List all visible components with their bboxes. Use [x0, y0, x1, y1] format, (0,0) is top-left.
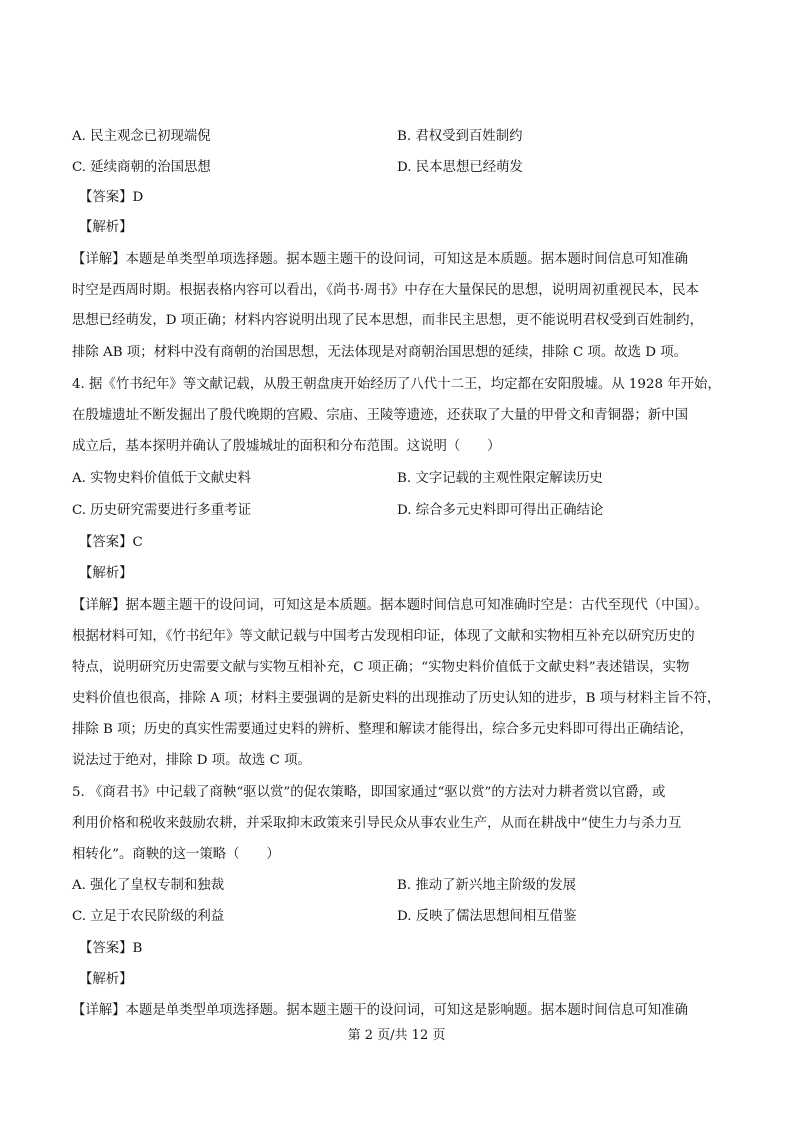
q3-detail-line: 思想已经萌发，D 项正确；材料内容说明出现了民本思想，而非民主思想，更不能说明君权受到百姓制约， [72, 313, 703, 328]
q5-option-a: A. 强化了皇权专制和独裁 [72, 878, 225, 893]
q4-detail-line: 【详解】据本题主题干的设问词，可知这是本质题。据本题时间信息可知准确时空是：古代至现代（中国）。 [72, 598, 709, 613]
q4-detail-line: 根据材料可知，《竹书纪年》等文献记载与中国考古发现相印证，体现了文献和实物相互补充以研究历史的 [72, 629, 695, 644]
q5-stem-line: 相转化”。商鞅的这一策略（ ） [72, 847, 280, 862]
q3-option-b: B. 君权受到百姓制约 [397, 129, 523, 144]
q5-stem-line: 5. 《商君书》中记载了商鞅“驱以赏”的促农策略，即国家通过“驱以赏”的方法对力耕者赏以官爵，或 [72, 785, 666, 800]
q4-stem-line: 在殷墟遗址不断发掘出了殷代晚期的宫殿、宗庙、王陵等遗迹，还获取了大量的甲骨文和青铜器；新中国 [72, 408, 688, 423]
q4-stem-line: 成立后，基本探明并确认了殷墟城址的面积和分布范围。这说明（ ） [72, 439, 501, 454]
q5-detail-line: 【详解】本题是单类型单项选择题。据本题主题干的设问词，可知这是影响题。据本题时间信息可知准确 [72, 1003, 688, 1018]
q4-answer: 【答案】C [79, 535, 143, 550]
q3-detail-line: 排除 AB 项；材料中没有商朝的治国思想，无法体现是对商朝治国思想的延续，排除 C 项。故选 D 项。 [72, 345, 688, 360]
q4-detail-line: 史料价值也很高，排除 A 项；材料主要强调的是新史料的出现推动了历史认知的进步，B 项与材料主旨不符， [72, 691, 721, 706]
q5-option-b: B. 推动了新兴地主阶级的发展 [397, 878, 577, 893]
q3-option-d: D. 民本思想已经萌发 [397, 160, 523, 175]
page-number-footer: 第 2 页/共 12 页 [347, 1028, 446, 1043]
q3-answer: 【答案】D [79, 190, 144, 205]
q4-option-c: C. 历史研究需要进行多重考证 [72, 503, 251, 518]
q5-option-d: D. 反映了儒法思想间相互借鉴 [397, 909, 577, 924]
q4-option-a: A. 实物史料价值低于文献史料 [72, 471, 251, 486]
q3-option-c: C. 延续商朝的治国思想 [72, 160, 211, 175]
q4-option-b: B. 文字记载的主观性限定解读历史 [397, 471, 603, 486]
q4-analysis-label: 【解析】 [79, 566, 133, 581]
q5-answer: 【答案】B [79, 941, 143, 956]
q3-detail-line: 【详解】本题是单类型单项选择题。据本题主题干的设问词，可知这是本质题。据本题时间信息可知准确 [72, 252, 688, 267]
q3-detail-line: 时空是西周时期。根据表格内容可以看出，《尚书·周书》中存在大量保民的思想，说明周初重视民本，民本 [72, 283, 699, 298]
q5-stem-line: 利用价格和税收来鼓励农耕，并采取抑末政策来引导民众从事农业生产，从而在耕战中“使生力与杀力互 [72, 816, 682, 831]
q4-detail-line: 排除 B 项；历史的真实性需要通过史料的辨析、整理和解读才能得出，综合多元史料即可得出正确结论， [72, 722, 693, 737]
q4-option-d: D. 综合多元史料即可得出正确结论 [397, 503, 604, 518]
q4-detail-line: 说法过于绝对，排除 D 项。故选 C 项。 [72, 753, 311, 768]
q3-option-a: A. 民主观念已初现端倪 [72, 129, 211, 144]
q4-stem-line: 4. 据《竹书纪年》等文献记载，从殷王朝盘庚开始经历了八代十二王，均定都在安阳殷墟。从 1928 年开始， [72, 377, 721, 392]
q4-detail-line: 特点，说明研究历史需要文献与实物互相补充，C 项正确；“实物史料价值低于文献史料”表述错误，实物 [72, 660, 690, 675]
q5-option-c: C. 立足于农民阶级的利益 [72, 909, 225, 924]
q3-analysis-label: 【解析】 [79, 220, 133, 235]
q5-analysis-label: 【解析】 [79, 972, 133, 987]
